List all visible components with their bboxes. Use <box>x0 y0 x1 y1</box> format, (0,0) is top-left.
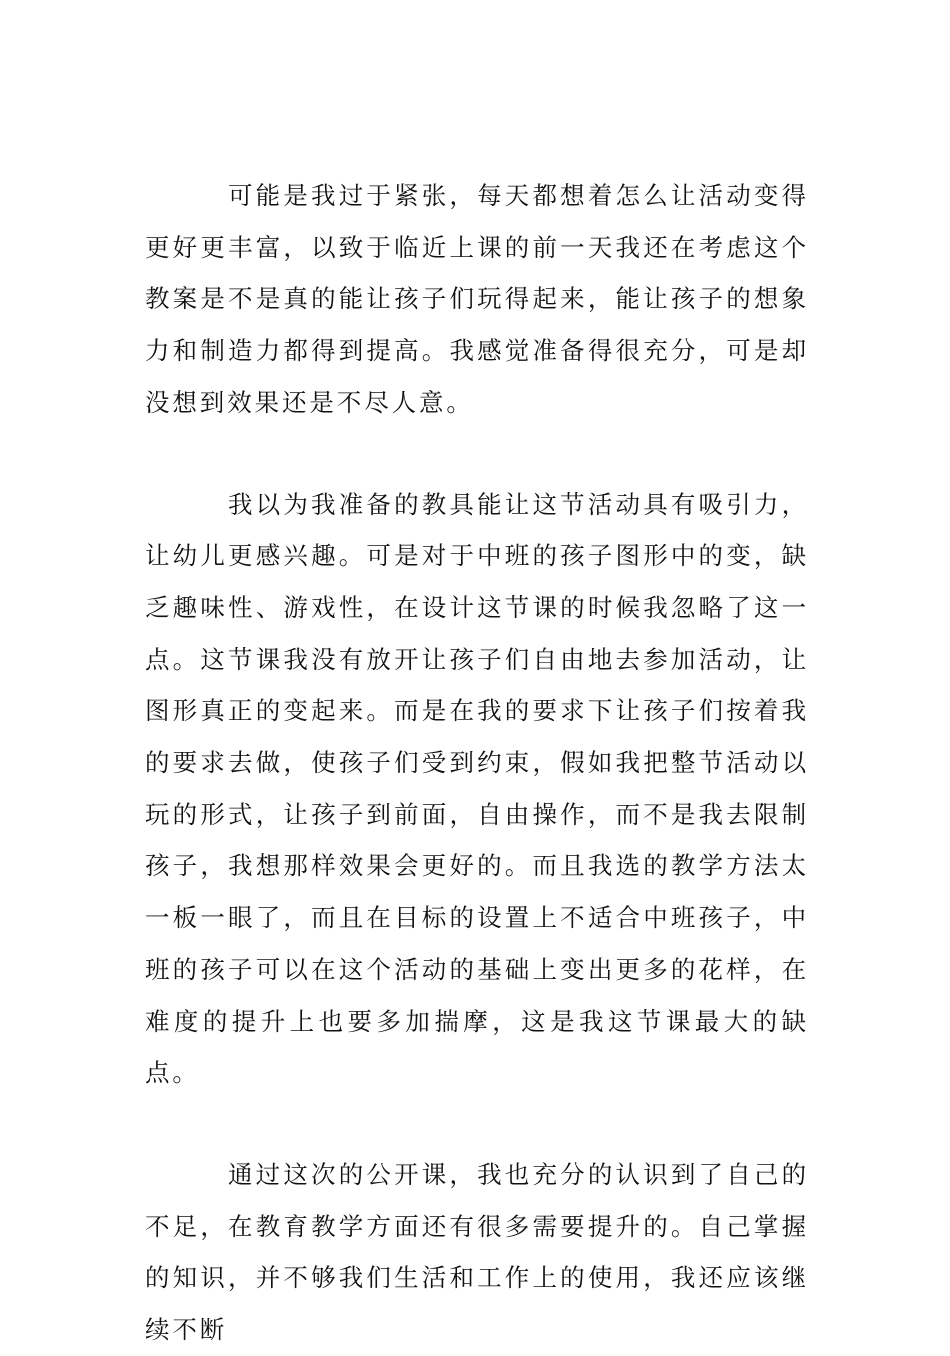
paragraph-2: 我以为我准备的教具能让这节活动具有吸引力，让幼儿更感兴趣。可是对于中班的孩子图形中的变，缺乏趣味性、游戏性，在设计这节课的时候我忽略了这一点。这节课我没有放开让孩子们自由地去参加活动，让图形真正的变起来。而是在我的要求下让孩子们按着我的要求去做，使孩子们受到约束，假如我把整节活动以玩的形式，让孩子到前面，自由操作，而不是我去限制孩子，我想那样效果会更好的。而且我选的教学方法太一板一眼了，而且在目标的设置上不适合中班孩子，中班的孩子可以在这个活动的基础上变出更多的花样，在难度的提升上也要多加揣摩，这是我这节课最大的缺点。 <box>145 489 809 1088</box>
document-page <box>145 170 809 1356</box>
paragraph-1: 可能是我过于紧张，每天都想着怎么让活动变得更好更丰富，以致于临近上课的前一天我还在考虑这个教案是不是真的能让孩子们玩得起来，能让孩子的想象力和制造力都得到提高。我感觉准备得很充分，可是却没想到效果还是不尽人意。 <box>145 181 809 417</box>
paragraph-3: 通过这次的公开课，我也充分的认识到了自己的不足，在教育教学方面还有很多需要提升的。自己掌握的知识，并不够我们生活和工作上的使用，我还应该继续不断 <box>145 1159 809 1345</box>
